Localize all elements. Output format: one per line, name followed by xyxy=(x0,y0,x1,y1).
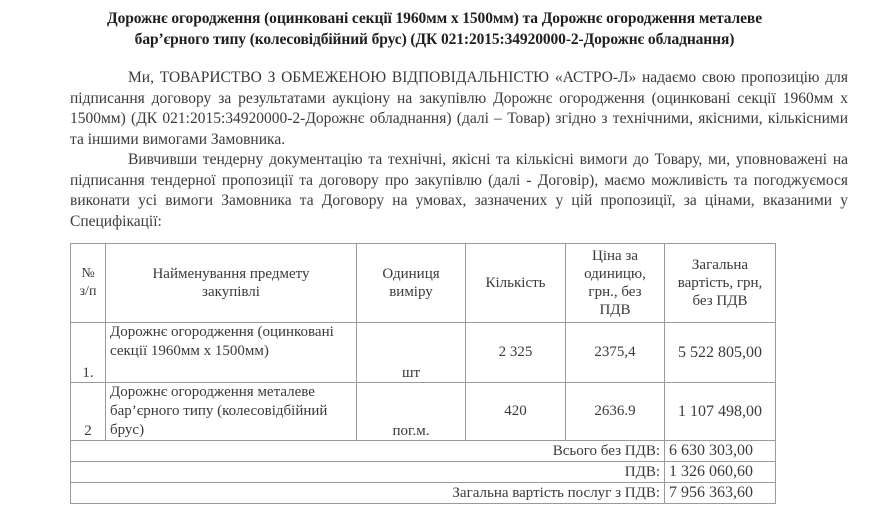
header-unit: Одиниця виміру xyxy=(357,244,466,323)
specification-table xyxy=(70,243,776,504)
header-qty: Кількість xyxy=(466,244,566,323)
title-line-2: бар’єрного типу (колесовідбійний брус) (ДК 021:2015:34920000-2-Дорожнє обладнання) xyxy=(134,31,735,48)
row-qty: 2 325 xyxy=(466,323,566,383)
row-price: 2375,4 xyxy=(566,323,665,383)
vat-label: ПДВ: xyxy=(71,462,665,483)
row-no: 1. xyxy=(71,323,106,383)
agreement-paragraph xyxy=(70,150,848,232)
table-row xyxy=(71,383,776,441)
grand-total-label: Загальна вартість послуг з ПДВ: xyxy=(71,483,665,504)
summary-row-grand-total xyxy=(71,483,776,504)
row-price: 2636.9 xyxy=(566,383,665,441)
agreement-paragraph-text: Вивчивши тендерну документацію та технічні, якісні та кількісні вимоги до Товару, ми, уповноважені на підписання тендерної пропозиції та договору про закупівлю (далі - Договір), маємо можливість та погоджуємося виконати усі вимоги Замовника та Договору на умовах, зазначених у цій пропозиції, за цінами, вказаними у Специфікації: xyxy=(70,151,848,230)
row-unit: пог.м. xyxy=(357,383,466,441)
row-total: 1 107 498,00 xyxy=(665,383,776,441)
intro-paragraph xyxy=(70,68,848,150)
subtotal-label: Всього без ПДВ: xyxy=(71,441,665,462)
header-price: Ціна за одиницю, грн., без ПДВ xyxy=(566,244,665,323)
header-total: Загальна вартість, грн, без ПДВ xyxy=(665,244,776,323)
document-title xyxy=(0,8,869,50)
row-qty: 420 xyxy=(466,383,566,441)
header-name: Найменування предмету закупівлі xyxy=(106,244,357,323)
row-unit: шт xyxy=(357,323,466,383)
table-row xyxy=(71,323,776,383)
intro-paragraph-text: Ми, ТОВАРИСТВО З ОБМЕЖЕНОЮ ВІДПОВІДАЛЬНІСТЮ «АСТРО-Л» надаємо свою пропозицію для підписання договору за результатами аукціону на закупівлю Дорожнє огородження (оцинковані секції 1960мм х 1500мм) (ДК 021:2015:34920000-2-Дорожнє обладнання) (далі – Товар) згідно з технічними, якісними, кількісними та іншими вимогами Замовника. xyxy=(70,69,848,148)
grand-total-value: 7 956 363,60 xyxy=(665,483,776,504)
header-no: № з/п xyxy=(71,244,106,323)
title-line-1: Дорожнє огородження (оцинковані секції 1960мм х 1500мм) та Дорожнє огородження металеве xyxy=(107,10,762,27)
row-name: Дорожнє огородження металеве бар’єрного типу (колесовідбійний брус) xyxy=(106,383,357,441)
summary-row-vat xyxy=(71,462,776,483)
row-name: Дорожнє огородження (оцинковані секції 1960мм х 1500мм) xyxy=(106,323,357,383)
subtotal-value: 6 630 303,00 xyxy=(665,441,776,462)
vat-value: 1 326 060,60 xyxy=(665,462,776,483)
row-total: 5 522 805,00 xyxy=(665,323,776,383)
row-no: 2 xyxy=(71,383,106,441)
summary-row-subtotal xyxy=(71,441,776,462)
table-header-row xyxy=(71,244,776,323)
